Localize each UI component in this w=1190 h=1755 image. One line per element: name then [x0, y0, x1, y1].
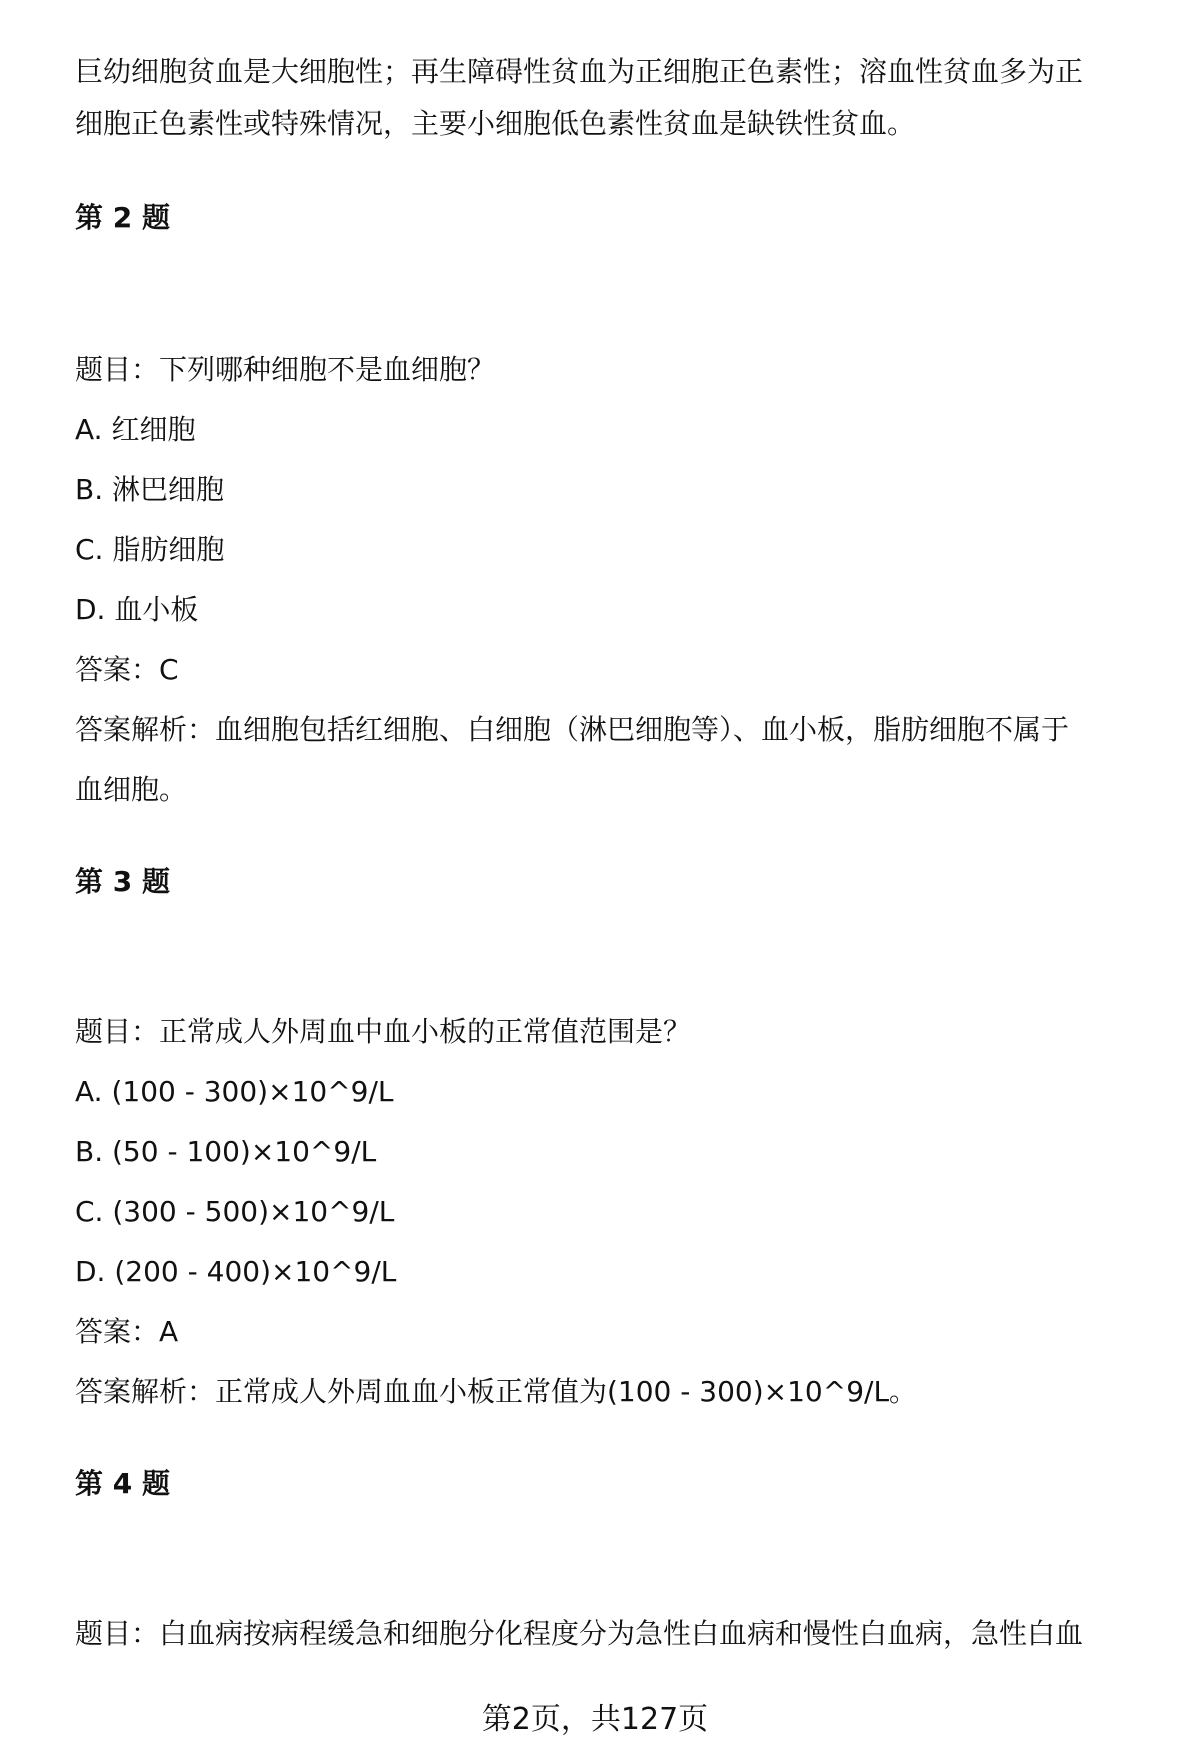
question-3-analysis: 答案解析：正常成人外周血血小板正常值为(100 - 300)×10^9/L。 [75, 1375, 918, 1408]
question-2-option-d: D. 血小板 [75, 593, 199, 626]
question-2-option-a: A. 红细胞 [75, 413, 196, 446]
question-4-text: 题目：白血病按病程缓急和细胞分化程度分为急性白血病和慢性白血病，急性白血 [75, 1617, 1084, 1650]
question-3-option-d: D. (200 - 400)×10^9/L [75, 1255, 397, 1288]
question-2-analysis-line-2: 血细胞。 [75, 773, 188, 806]
question-3-answer: 答案：A [75, 1315, 179, 1348]
page-number-footer: 第2页，共127页 [481, 1702, 709, 1737]
question-3-heading: 第 3 题 [75, 865, 170, 898]
question-3-option-b: B. (50 - 100)×10^9/L [75, 1135, 377, 1168]
question-3-option-a: A. (100 - 300)×10^9/L [75, 1075, 394, 1108]
question-2-option-c: C. 脂肪细胞 [75, 533, 225, 566]
question-2-text: 题目：下列哪种细胞不是血细胞？ [75, 353, 496, 386]
intro-line-1: 巨幼细胞贫血是大细胞性；再生障碍性贫血为正细胞正色素性；溶血性贫血多为正 [75, 55, 1084, 88]
question-4-heading: 第 4 题 [75, 1467, 170, 1500]
question-3-option-c: C. (300 - 500)×10^9/L [75, 1195, 395, 1228]
question-2-option-b: B. 淋巴细胞 [75, 473, 225, 506]
question-2-analysis-line-1: 答案解析：血细胞包括红细胞、白细胞（淋巴细胞等）、血小板，脂肪细胞不属于 [75, 713, 1070, 746]
question-3-text: 题目：正常成人外周血中血小板的正常值范围是？ [75, 1015, 692, 1048]
question-2-answer: 答案：C [75, 653, 179, 686]
intro-line-2: 细胞正色素性或特殊情况，主要小细胞低色素性贫血是缺铁性贫血。 [75, 107, 916, 140]
question-2-heading: 第 2 题 [75, 201, 170, 234]
